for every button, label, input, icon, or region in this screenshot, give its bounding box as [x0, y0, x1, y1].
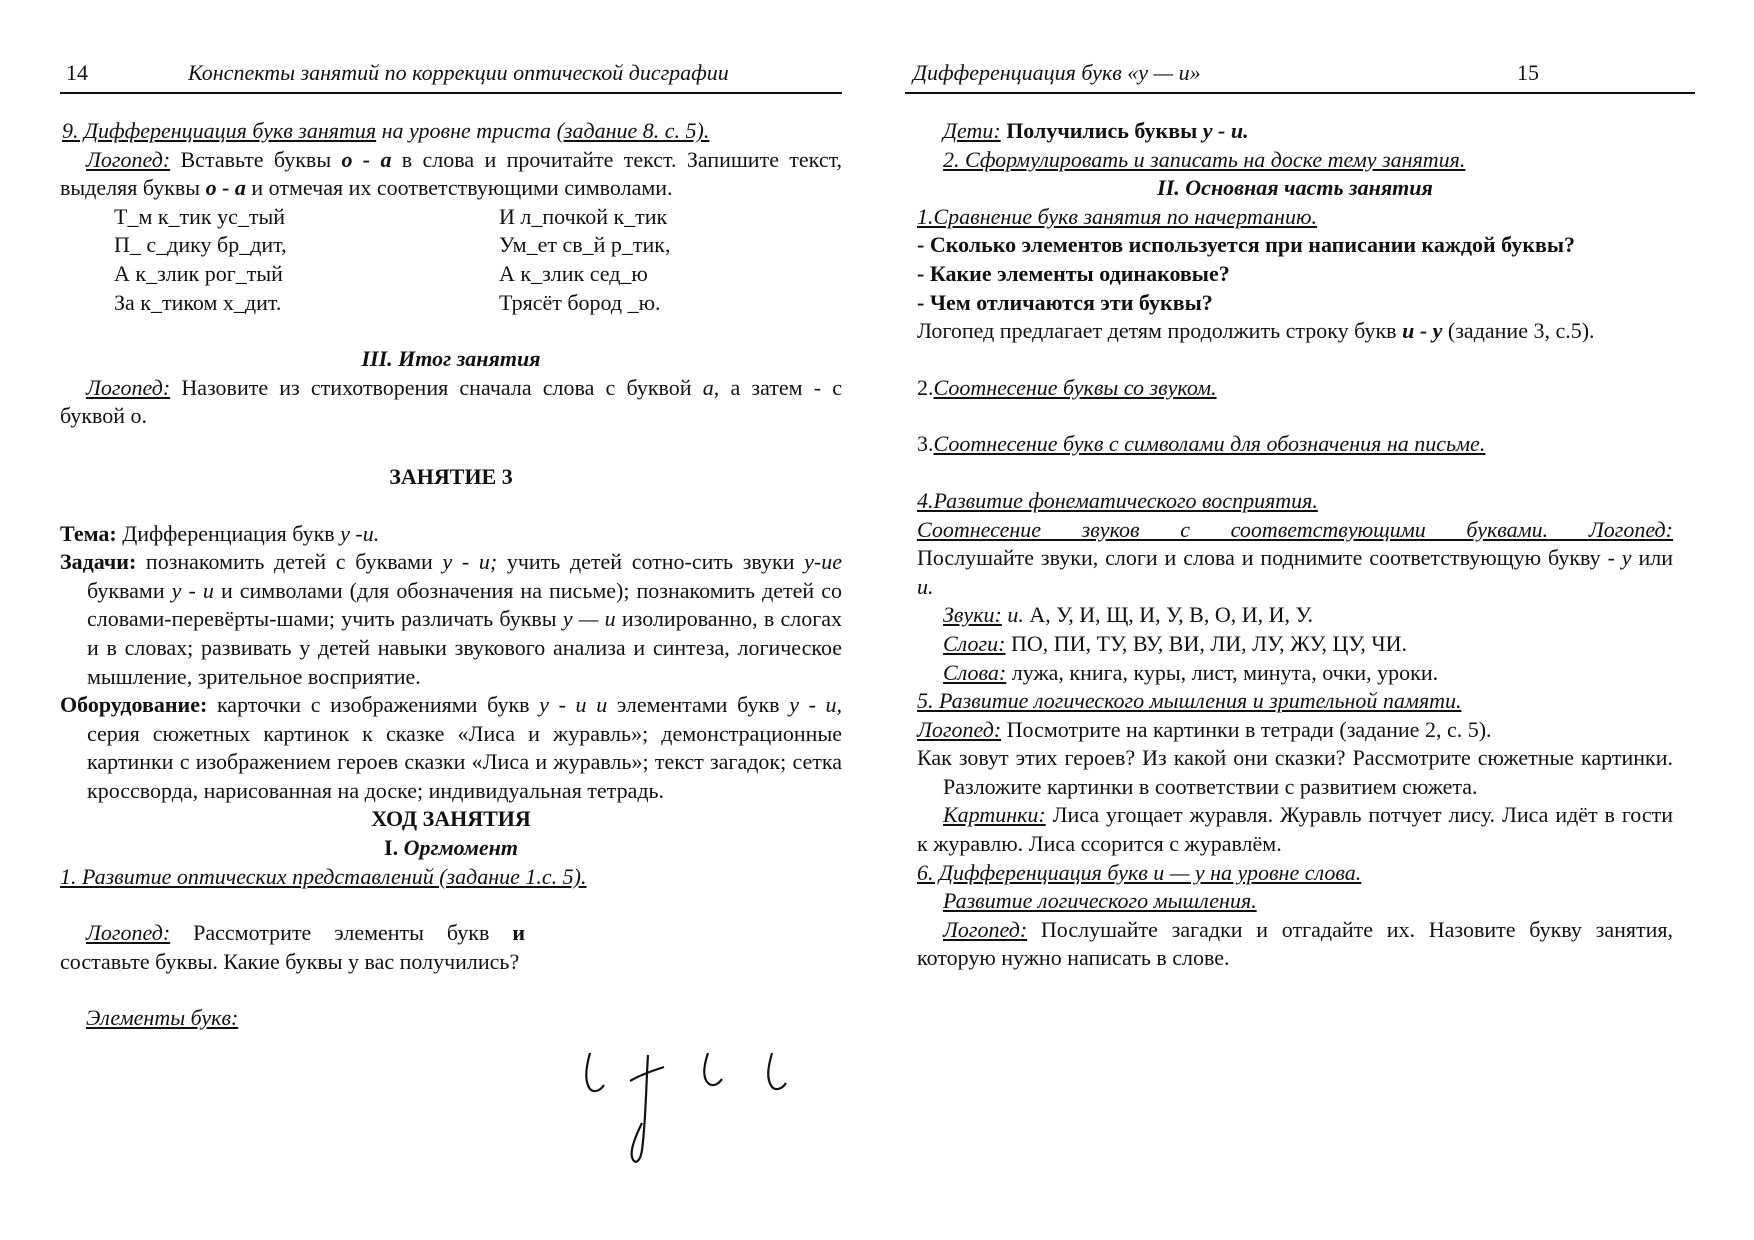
poem-line: Трясёт бород _ю. — [499, 289, 661, 315]
poem-line: А к_злик рог_тый — [114, 260, 283, 286]
page-number: 15 — [1517, 60, 1539, 85]
question: - Какие элементы одинаковые? — [917, 260, 1230, 286]
main-part-title: II. Основная часть занятия — [1157, 175, 1433, 201]
task-heading-1: 1.Сравнение букв занятия по начертанию. — [917, 203, 1317, 229]
running-title: Конспекты занятий по коррекции оптической дисграфии — [188, 60, 729, 85]
deti-line: Дети: Получились буквы у - и. — [943, 118, 1249, 143]
stroke-long-hook — [632, 1055, 648, 1162]
stroke-hook-1 — [586, 1053, 604, 1091]
paragraph-heroes: Как зовут этих героев? Из какой они сказки? Рассмотрите сюжетные картинки. Разложите картинки в соответствии с развитием сюжета. — [917, 745, 1673, 799]
paragraph-pictures: Картинки: Лиса угощает журавля. Журавль потчует лису. Лиса идёт в гости к журавлю. Лиса ссорится с журавлём. — [917, 802, 1674, 857]
stroke-hook-2 — [704, 1053, 722, 1085]
right-page — [905, 0, 1695, 1240]
poem-line: П_ с_дику бр_дит, — [114, 232, 287, 258]
equipment-paragraph: Оборудование: карточки с изображениями букв у - и и элементами букв у - и, серия сюжетных картинок к сказке «Лиса и журавль»; демонстрационные картинки с изображением героев сказки «Лиса и журавль»; текст загадок; сетка кроссворда, нарисованная на доске; индивидуальная тетрадь. — [60, 692, 843, 803]
poem-line: За к_тиком х_дит. — [114, 289, 282, 315]
paragraph-elements: Логопед: Рассмотрите элементы букв и составьте буквы. Какие буквы у вас получились? — [60, 920, 525, 974]
task-heading-3: 3.Соотнесение букв с символами для обозначения на письме. — [917, 431, 1486, 457]
task-subheading-6: Развитие логического мышления. — [943, 888, 1257, 914]
task-heading-5: 5. Развитие логического мышления и зрительной памяти. — [917, 688, 1462, 714]
question: - Чем отличаются эти буквы? — [917, 289, 1213, 315]
poem-line: Т_м к_тик ус_тый — [114, 203, 286, 229]
paragraph-summary: Логопед: Назовите из стихотворения сначала слова с буквой а, а затем - с буквой о. — [60, 374, 843, 429]
paragraph-listen: Послушайте звуки, слоги и слова и поднимите соответствующую букву - у или и. — [917, 545, 1673, 599]
syllables-line: Слоги: ПО, ПИ, ТУ, ВУ, ВИ, ЛИ, ЛУ, ЖУ, ЦУ, ЧИ. — [943, 630, 1408, 656]
paragraph-look-pictures: Логопед: Посмотрите на картинки в тетради (задание 2, с. 5). — [917, 716, 1492, 742]
poem-line: И л_почкой к_тик — [499, 203, 668, 229]
task-heading-6: 6. Дифференциация букв и — у на уровне слова. — [917, 859, 1362, 885]
tema-line: Тема: Дифференциация букв у -и. — [60, 520, 380, 546]
zadachi-paragraph: Задачи: познакомить детей с буквами у - и; учить детей сотно-сить звуки у-ие буквами у - и и символами (для обозначения на письме); познакомить детей со словами-перевёрты-шами; учить различать буквы у — и изолированно, в слогах и в словах; развивать у детей навыки звукового анализа и синтеза, логическое мышление, зрительное восприятие. — [60, 549, 843, 689]
page-number: 14 — [66, 60, 88, 85]
lesson-title: ЗАНЯТИЕ 3 — [389, 463, 513, 489]
elements-label: Элементы букв: — [86, 1005, 239, 1031]
sounds-line: Звуки: и. А, У, И, Щ, И, У, В, О, И, И, У. — [943, 602, 1313, 628]
poem-line: А к_злик сед_ю — [499, 260, 648, 286]
task-heading-9: 9. Дифференциация букв занятия на уровне триста (задание 8. с. 5). — [62, 118, 710, 143]
paragraph-continue-row: Логопед предлагает детям продолжить строку букв и - у (задание 3, с.5). — [917, 318, 1595, 344]
task-heading-4: 4.Развитие фонематического восприятия. — [917, 487, 1318, 513]
left-header — [60, 60, 842, 94]
letter-elements-drawing — [580, 1045, 840, 1170]
stroke-hook-3 — [768, 1053, 786, 1089]
poem-line: Ум_ет св_й р_тик, — [499, 232, 671, 258]
paragraph-riddles: Логопед: Послушайте загадки и отгадайте их. Назовите букву занятия, которую нужно написать в слове. — [917, 916, 1673, 971]
task-heading-1: 1. Развитие оптических представлений (задание 1.с. 5). — [60, 863, 587, 889]
poem — [60, 203, 842, 317]
left-body — [60, 117, 842, 1033]
question: - Сколько элементов используется при написании каждой буквы? — [917, 232, 1576, 258]
running-title: Дифференциация букв «у — и» — [913, 60, 1201, 85]
paragraph-insert-letters: Логопед: Вставьте буквы о - а в слова и прочитайте текст. Запишите текст, выделяя буквы о - а и отмечая их соответствующими символами. — [60, 146, 843, 201]
orgmoment-title: I. Оргмомент — [384, 835, 518, 861]
section-title: III. Итог занятия — [361, 346, 541, 372]
words-line: Слова: лужа, книга, куры, лист, минута, очки, уроки. — [943, 659, 1439, 685]
task-heading-2b: 2.Соотнесение буквы со звуком. — [917, 374, 1217, 400]
course-title: ХОД ЗАНЯТИЯ — [371, 806, 531, 832]
right-header — [905, 60, 1695, 94]
right-body — [917, 117, 1673, 973]
task-subheading-4: Соотнесение звуков с соответствующими буквами. Логопед: — [917, 516, 1673, 542]
task-heading-2: 2. Сформулировать и записать на доске тему занятия. — [943, 146, 1466, 172]
